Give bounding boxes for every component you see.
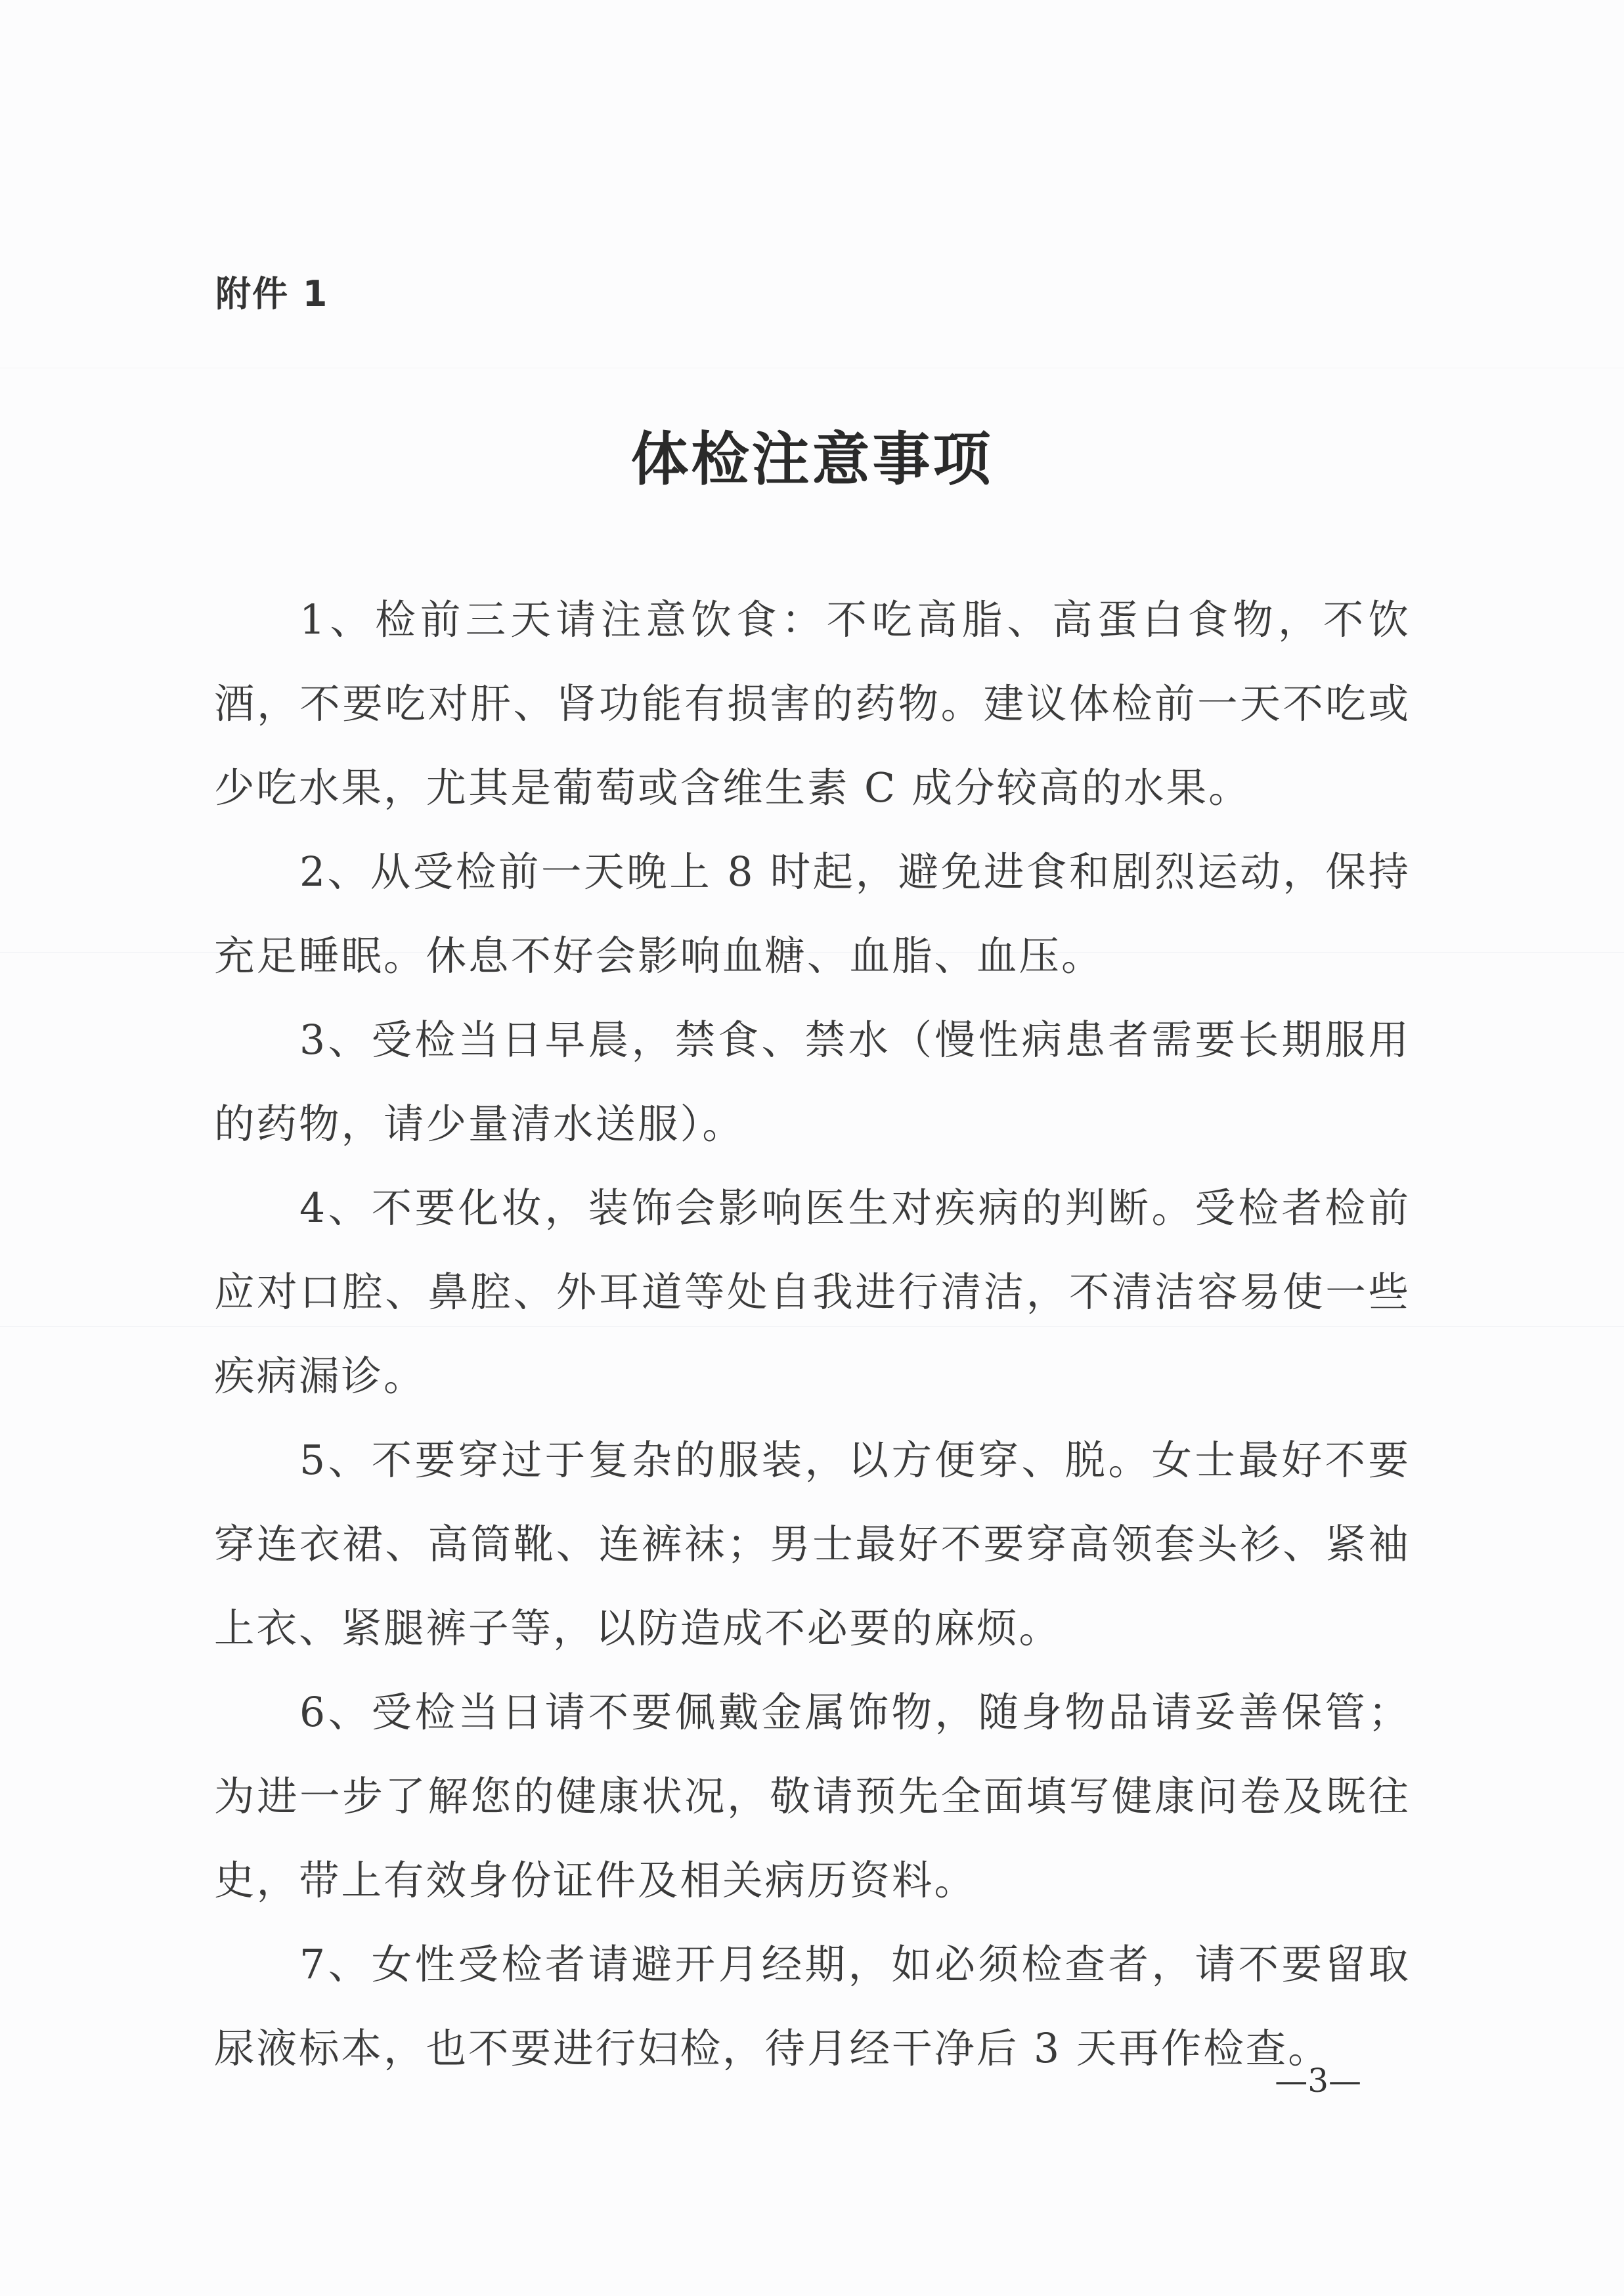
page-title: 体检注意事项 bbox=[630, 425, 994, 493]
notice-item-5: 5、不要穿过于复杂的服装，以方便穿、脱。女士最好不要穿连衣裙、高筒靴、连裤袜；男士最好不要穿高领套头衫、紧袖上衣、紧腿裤子等，以防造成不必要的麻烦。 bbox=[214, 1437, 1411, 1652]
notice-item-4: 4、不要化妆，装饰会影响医生对疾病的判断。受检者检前应对口腔、鼻腔、外耳道等处自我进行清洁，不清洁容易使一些疾病漏诊。 bbox=[214, 1184, 1411, 1400]
notice-item-7: 7、女性受检者请避开月经期，如必须检查者，请不要留取尿液标本，也不要进行妇检，待月经干净后 3 天再作检查。 bbox=[214, 1941, 1411, 2072]
notice-item-1: 1、检前三天请注意饮食：不吃高脂、高蛋白食物，不饮酒，不要吃对肝、肾功能有损害的药物。建议体检前一天不吃或少吃水果，尤其是葡萄或含维生素 C 成分较高的水果。 bbox=[214, 596, 1411, 812]
attachment-label: 附件 1 bbox=[215, 273, 329, 314]
notice-item-6: 6、受检当日请不要佩戴金属饰物，随身物品请妥善保管；为进一步了解您的健康状况，敬请预先全面填写健康问卷及既往史，带上有效身份证件及相关病历资料。 bbox=[214, 1689, 1411, 1904]
notice-item-2: 2、从受检前一天晚上 8 时起，避免进食和剧烈运动，保持充足睡眠。休息不好会影响血糖、血脂、血压。 bbox=[214, 848, 1411, 980]
notice-item-3: 3、受检当日早晨，禁食、禁水（慢性病患者需要长期服用的药物，请少量清水送服）。 bbox=[214, 1016, 1411, 1148]
notice-body bbox=[214, 578, 1411, 2090]
page-number: —3— bbox=[1275, 2062, 1361, 2100]
